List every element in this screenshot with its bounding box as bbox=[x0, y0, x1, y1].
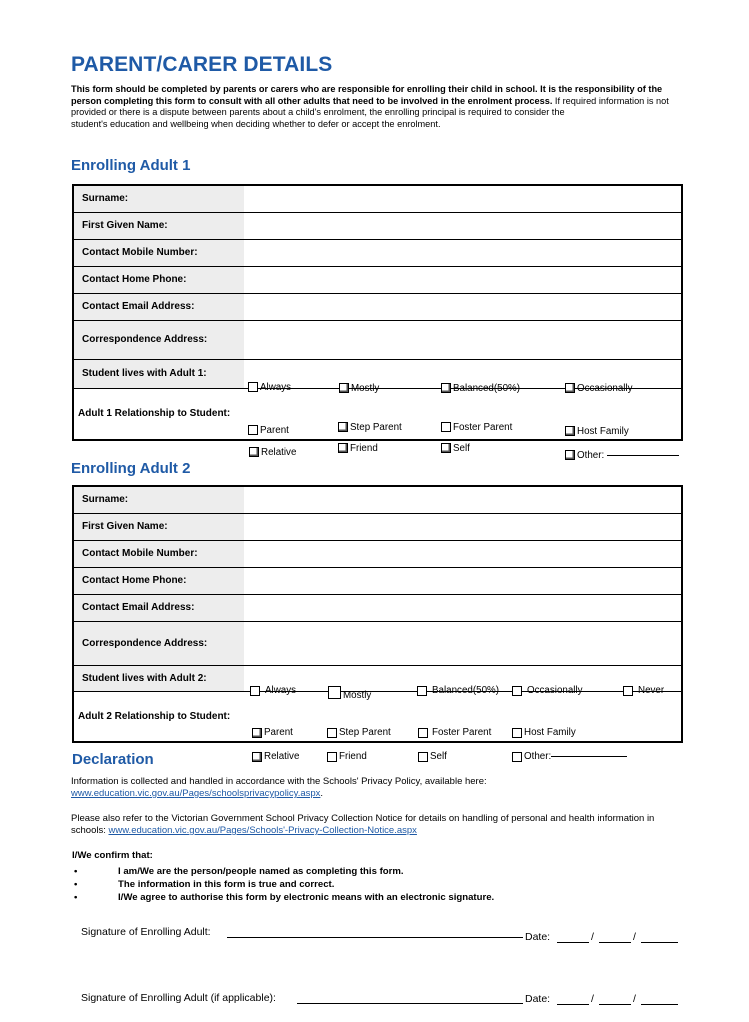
adult2-rel-relative[interactable]: Relative bbox=[252, 751, 299, 762]
adult1-given-name-label: First Given Name: bbox=[73, 212, 244, 239]
date-day-1[interactable] bbox=[557, 942, 589, 943]
checkbox-icon[interactable] bbox=[418, 728, 428, 738]
bullet-icon: • bbox=[74, 866, 78, 877]
checkbox-icon[interactable] bbox=[565, 450, 575, 460]
adult1-rel-friend[interactable]: Friend bbox=[338, 443, 378, 454]
adult1-home-phone-field[interactable] bbox=[244, 266, 682, 293]
adult2-lives-balanced[interactable]: Balanced(50%) bbox=[417, 685, 499, 696]
checkbox-icon[interactable] bbox=[623, 686, 633, 696]
adult2-heading: Enrolling Adult 2 bbox=[71, 460, 191, 477]
signature-line-2[interactable] bbox=[297, 1003, 523, 1004]
adult2-rel-step-parent[interactable]: Step Parent bbox=[327, 727, 391, 738]
adult2-rel-friend[interactable]: Friend bbox=[327, 751, 367, 762]
adult2-rel-parent[interactable]: Parent bbox=[252, 727, 293, 738]
intro-text bbox=[71, 84, 681, 130]
adult2-surname-label: Surname: bbox=[73, 486, 244, 513]
date-label-1: Date: bbox=[525, 931, 551, 943]
adult2-lives-always[interactable]: Always bbox=[250, 685, 296, 696]
confirm-item: • I/We agree to authorise this form by electronic means with an electronic signature. bbox=[74, 892, 495, 903]
checkbox-icon[interactable] bbox=[512, 686, 522, 696]
adult1-lives-occasionally[interactable]: Occasionally bbox=[565, 383, 633, 394]
declaration-heading: Declaration bbox=[72, 751, 154, 768]
confirm-item: • I am/We are the person/people named as completing this form. bbox=[74, 866, 404, 877]
adult1-rel-foster-parent[interactable]: Foster Parent bbox=[441, 422, 512, 433]
checkbox-icon[interactable] bbox=[338, 443, 348, 453]
privacy-policy-text: Information is collected and handled in accordance with the Schools' Privacy Policy, available here: bbox=[71, 776, 487, 787]
bullet-icon: • bbox=[74, 892, 78, 903]
adult1-other-line[interactable] bbox=[607, 455, 679, 456]
adult2-relationship-label: Adult 2 Relationship to Student: bbox=[73, 691, 244, 742]
date-month-2[interactable] bbox=[599, 1004, 631, 1005]
adult2-home-phone-label: Contact Home Phone: bbox=[73, 567, 244, 594]
privacy-policy-end: . bbox=[320, 788, 324, 799]
adult1-lives-mostly[interactable]: Mostly bbox=[339, 383, 379, 394]
checkbox-icon[interactable] bbox=[327, 752, 337, 762]
adult1-address-field[interactable] bbox=[244, 320, 682, 359]
privacy-notice-link[interactable]: www.education.vic.gov.au/Pages/Schools'-Privacy-Collection-Notice.aspx bbox=[108, 825, 417, 836]
checkbox-icon[interactable] bbox=[441, 422, 451, 432]
adult1-rel-other[interactable]: Other: bbox=[565, 450, 679, 461]
date-label-2: Date: bbox=[525, 993, 551, 1005]
confirm-heading: I/We confirm that: bbox=[72, 850, 153, 861]
date-month-1[interactable] bbox=[599, 942, 631, 943]
signature-row-2 bbox=[81, 992, 681, 1008]
signature-label-1: Signature of Enrolling Adult: bbox=[81, 926, 211, 938]
adult1-table bbox=[72, 184, 683, 461]
adult2-given-name-label: First Given Name: bbox=[73, 513, 244, 540]
adult1-lives-always[interactable]: Always bbox=[248, 382, 291, 393]
adult2-mobile-label: Contact Mobile Number: bbox=[73, 540, 244, 567]
checkbox-icon[interactable] bbox=[441, 383, 451, 393]
checkbox-icon[interactable] bbox=[565, 383, 575, 393]
intro-normal: If required information is not provided or there is a dispute between parents about a child's enrolment, the enrolling principal is required to consider the bbox=[71, 95, 669, 118]
signature-label-2: Signature of Enrolling Adult (if applicable): bbox=[81, 992, 276, 1004]
adult2-surname-field[interactable] bbox=[244, 486, 682, 513]
adult2-given-name-field[interactable] bbox=[244, 513, 682, 540]
adult2-mobile-field[interactable] bbox=[244, 540, 682, 567]
adult1-mobile-field[interactable] bbox=[244, 239, 682, 266]
date-day-2[interactable] bbox=[557, 1004, 589, 1005]
checkbox-icon[interactable] bbox=[512, 728, 522, 738]
date-slash: / bbox=[633, 993, 636, 1005]
adult1-rel-step-parent[interactable]: Step Parent bbox=[338, 422, 402, 433]
adult1-mobile-label: Contact Mobile Number: bbox=[73, 239, 244, 266]
adult1-given-name-field[interactable] bbox=[244, 212, 682, 239]
checkbox-icon[interactable] bbox=[328, 686, 341, 699]
adult1-relationship-label: Adult 1 Relationship to Student: bbox=[73, 388, 244, 440]
adult2-email-label: Contact Email Address: bbox=[73, 594, 244, 621]
checkbox-icon[interactable] bbox=[418, 752, 428, 762]
date-slash: / bbox=[633, 931, 636, 943]
date-year-2[interactable] bbox=[641, 1004, 678, 1005]
declaration-privacy-text bbox=[71, 776, 691, 800]
date-slash: / bbox=[591, 931, 594, 943]
adult1-address-label: Correspondence Address: bbox=[73, 320, 244, 359]
page-title: PARENT/CARER DETAILS bbox=[71, 53, 333, 76]
checkbox-icon[interactable] bbox=[249, 447, 259, 457]
checkbox-icon[interactable] bbox=[248, 382, 258, 392]
checkbox-icon[interactable] bbox=[512, 752, 522, 762]
adult1-rel-relative[interactable]: Relative bbox=[249, 447, 296, 458]
checkbox-icon[interactable] bbox=[338, 422, 348, 432]
date-year-1[interactable] bbox=[641, 942, 678, 943]
adult2-other-line[interactable] bbox=[551, 756, 627, 757]
bullet-icon: • bbox=[74, 879, 78, 890]
checkbox-icon[interactable] bbox=[417, 686, 427, 696]
adult1-lives-balanced[interactable]: Balanced(50%) bbox=[441, 383, 520, 394]
adult2-lives-occasionally[interactable]: Occasionally bbox=[512, 685, 583, 696]
date-slash: / bbox=[591, 993, 594, 1005]
intro-bold: This form should be completed by parents or carers who are responsible for enrolling their child in school. It is the responsibility of the person completing this form to consult with all other adults that need to be involved in the enrolment process. bbox=[71, 84, 663, 106]
checkbox-icon[interactable] bbox=[565, 426, 575, 436]
adult2-address-field[interactable] bbox=[244, 621, 682, 665]
privacy-notice-text: Please also refer to the Victorian Government School Privacy Collection Notice for details on handling of personal and health information in schools: bbox=[71, 813, 655, 836]
adult2-home-phone-field[interactable] bbox=[244, 567, 682, 594]
adult2-lives-never[interactable]: Never bbox=[623, 685, 664, 696]
checkbox-icon[interactable] bbox=[327, 728, 337, 738]
adult1-surname-field[interactable] bbox=[244, 185, 682, 212]
intro-line2: student's education and wellbeing when deciding whether to defer or accept the enrolment. bbox=[71, 118, 441, 129]
adult2-rel-self[interactable]: Self bbox=[418, 751, 447, 762]
adult1-rel-host-family[interactable]: Host Family bbox=[565, 426, 629, 437]
confirm-item: • The information in this form is true and correct. bbox=[74, 879, 335, 890]
adult1-email-field[interactable] bbox=[244, 293, 682, 320]
adult1-heading: Enrolling Adult 1 bbox=[71, 157, 191, 174]
signature-row-1 bbox=[81, 926, 681, 942]
adult1-rel-self[interactable]: Self bbox=[441, 443, 470, 454]
adult2-rel-host-family[interactable]: Host Family bbox=[512, 727, 576, 738]
adult2-rel-other[interactable]: Other: bbox=[512, 751, 627, 762]
adult2-rel-foster-parent[interactable]: Foster Parent bbox=[418, 727, 491, 738]
checkbox-icon[interactable] bbox=[252, 752, 262, 762]
adult1-surname-label: Surname: bbox=[73, 185, 244, 212]
confirm-list bbox=[72, 866, 692, 905]
adult2-lives-mostly[interactable]: Mostly bbox=[328, 684, 371, 701]
adult1-home-phone-label: Contact Home Phone: bbox=[73, 266, 244, 293]
checkbox-icon[interactable] bbox=[252, 728, 262, 738]
checkbox-icon[interactable] bbox=[339, 383, 349, 393]
adult1-email-label: Contact Email Address: bbox=[73, 293, 244, 320]
adult1-rel-parent[interactable]: Parent bbox=[248, 425, 289, 436]
checkbox-icon[interactable] bbox=[250, 686, 260, 696]
declaration-notice-text bbox=[71, 813, 691, 837]
adult2-address-label: Correspondence Address: bbox=[73, 621, 244, 665]
adult2-lives-label: Student lives with Adult 2: bbox=[73, 665, 244, 691]
signature-line-1[interactable] bbox=[227, 937, 523, 938]
adult1-lives-label: Student lives with Adult 1: bbox=[73, 359, 244, 388]
privacy-policy-link[interactable]: www.education.vic.gov.au/Pages/schoolsprivacypolicy.aspx bbox=[71, 788, 321, 799]
checkbox-icon[interactable] bbox=[441, 443, 451, 453]
adult2-email-field[interactable] bbox=[244, 594, 682, 621]
checkbox-icon[interactable] bbox=[248, 425, 258, 435]
